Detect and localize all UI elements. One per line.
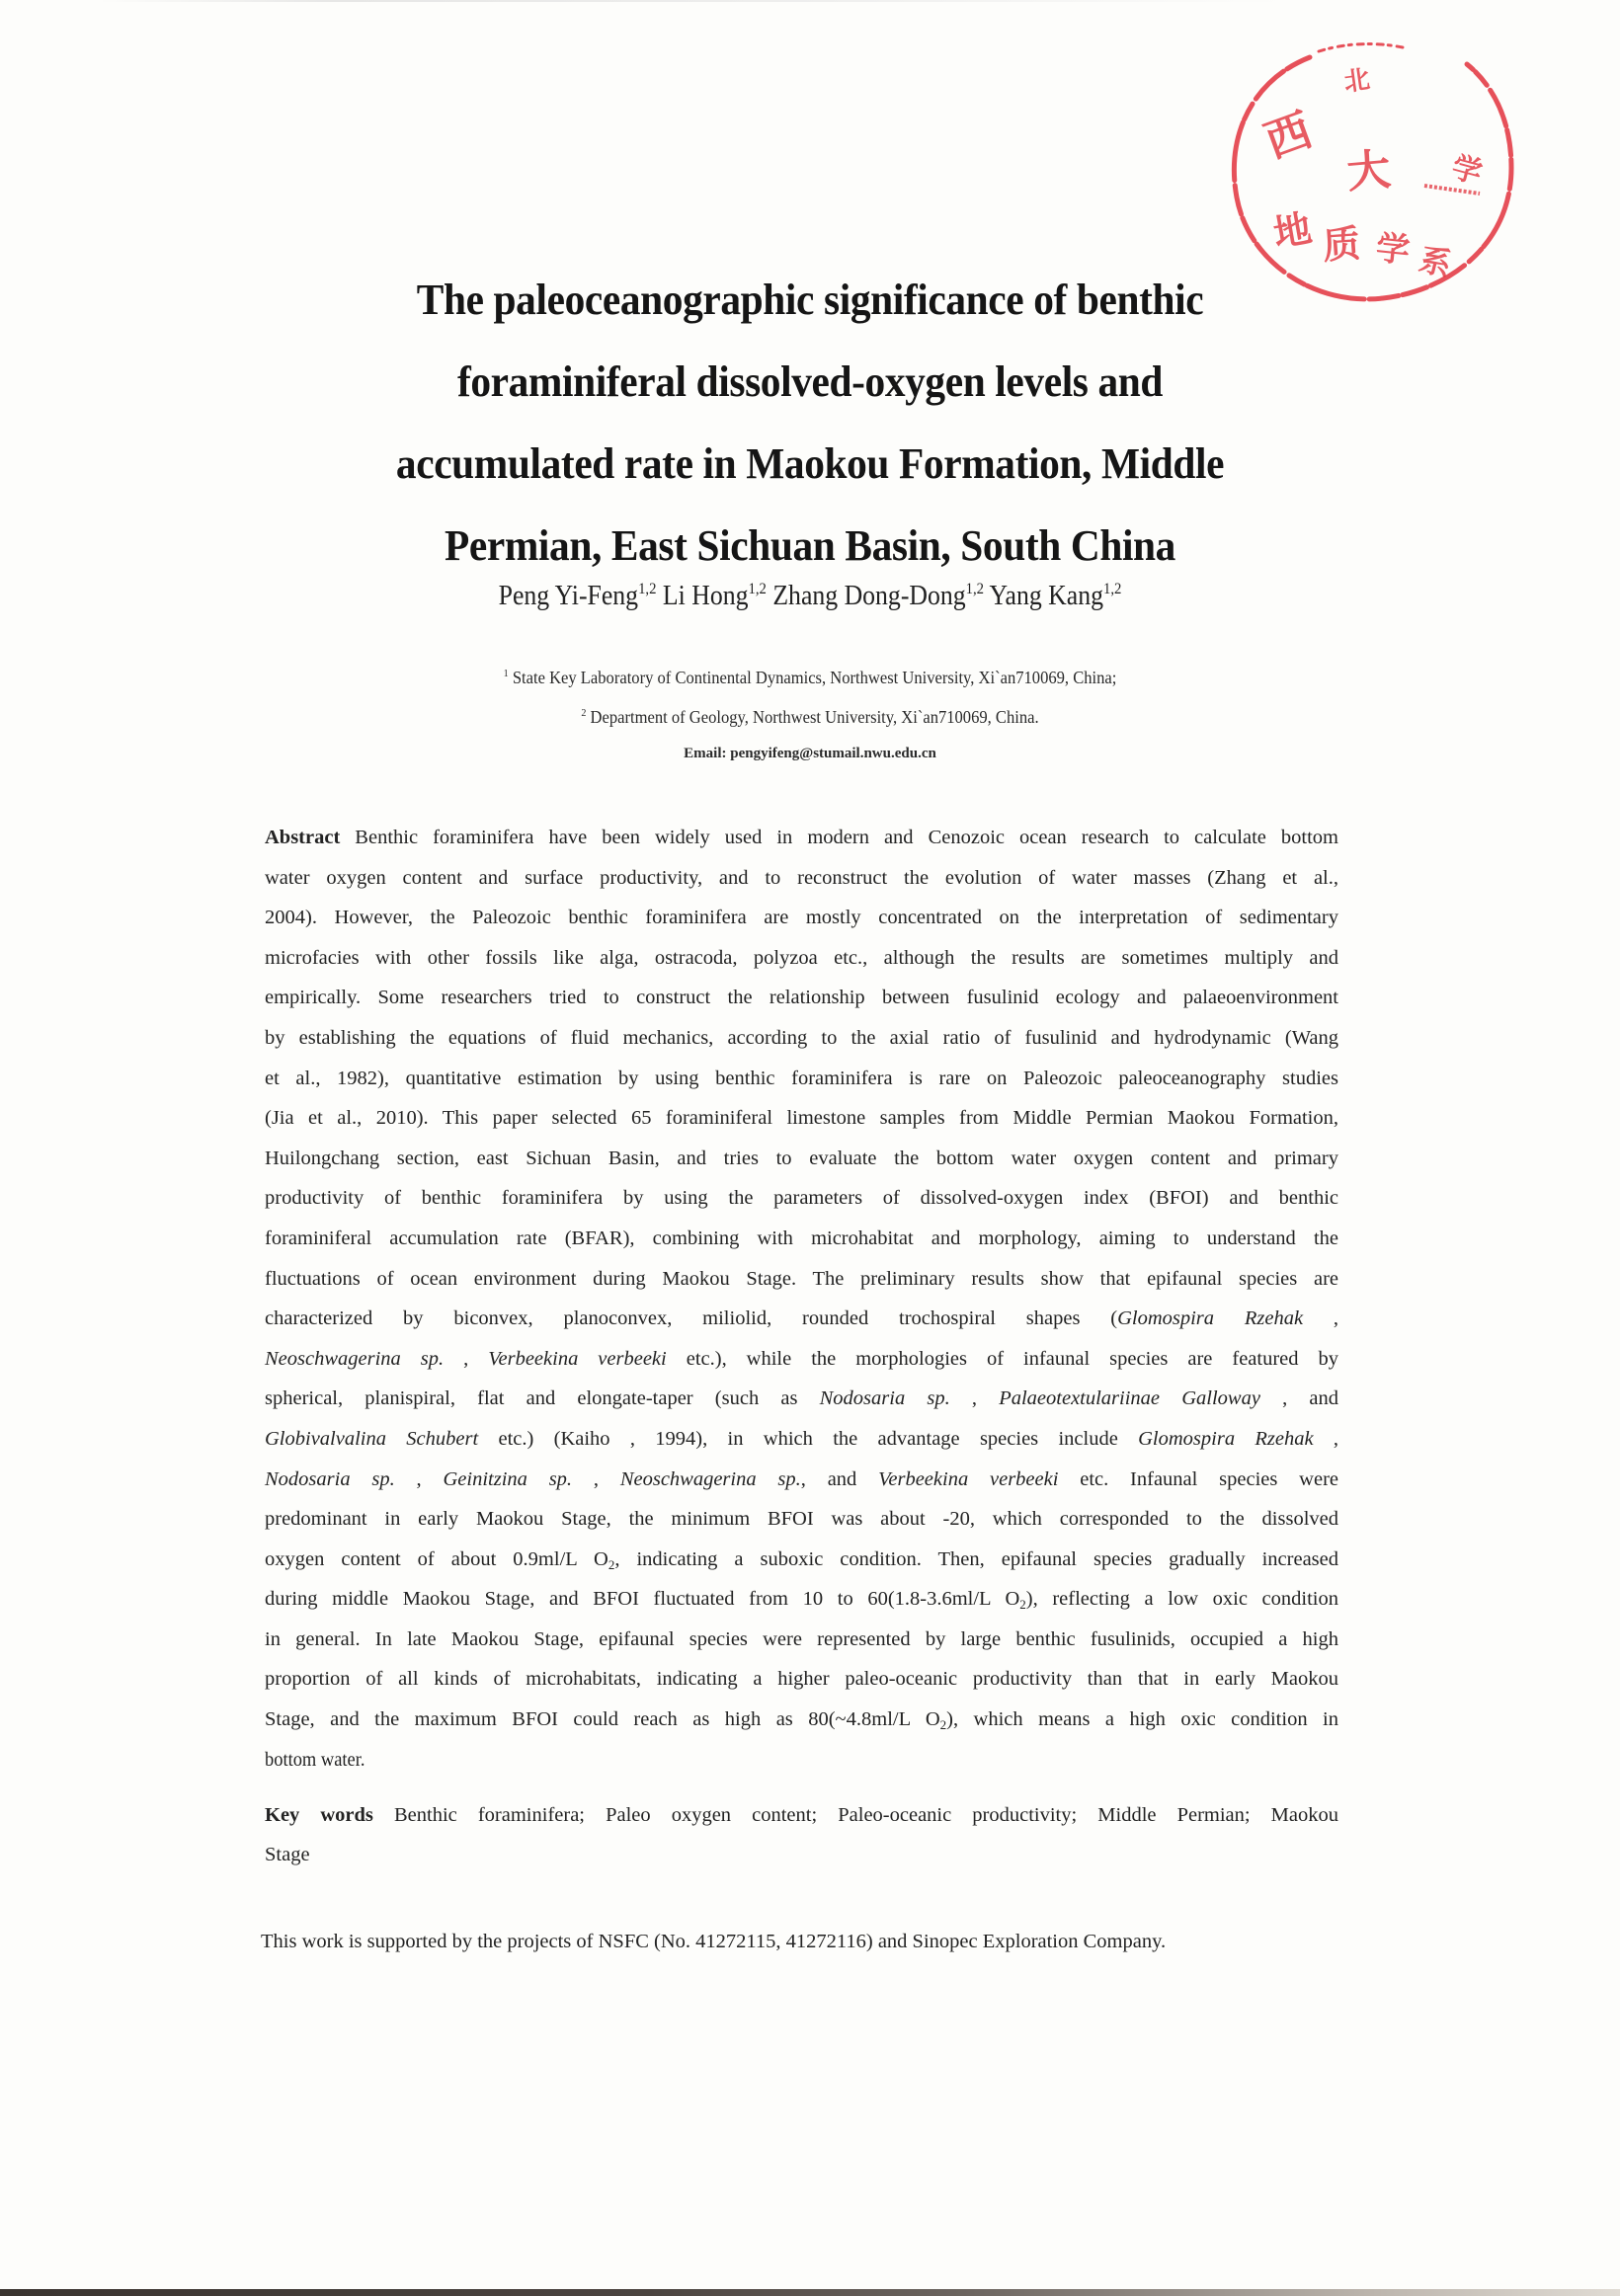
seal-char: 地 [1269, 205, 1316, 256]
species-name: Glomospira Rzehak [1138, 1427, 1314, 1450]
abstract-line: empirically. Some researchers tried to construct the relationship between fusulinid ecology and palaeoenvironment [265, 987, 1338, 1009]
abstract-text: oxygen content of about 0.9ml/L O [265, 1547, 608, 1570]
seal-char: 学 [1447, 149, 1486, 192]
abstract-text: , indicating a suboxic condition. Then, epifaunal species gradually increased [614, 1547, 1338, 1570]
abstract [265, 822, 1338, 1783]
abstract-line: (Jia et al., 2010). This paper selected 65 foraminiferal limestone samples from Middle Permian Maokou Formation, [265, 1107, 1338, 1130]
species-name: Nodosaria sp. [819, 1387, 950, 1410]
abstract-line: productivity of benthic foraminifera by using the parameters of dissolved-oxygen index (BFOI) and benthic [265, 1187, 1338, 1210]
abstract-text: , [949, 1387, 1000, 1410]
abstract-text: , [394, 1467, 444, 1490]
author-list [338, 581, 1283, 612]
subscript: 2 [1019, 1597, 1026, 1613]
affiliation-text: Department of Geology, Northwest University, Xi`an710069, China. [590, 707, 1039, 727]
subscript: 2 [939, 1717, 947, 1733]
abstract-text: , [444, 1347, 489, 1370]
abstract-line: 2004). However, the Paleozoic benthic foraminifera are mostly concentrated on the interpretation of sedimentary [265, 907, 1338, 929]
author-affil-mark: 1,2 [748, 581, 767, 597]
species-name: Neoschwagerina sp. [619, 1467, 801, 1490]
abstract-text: , and [800, 1467, 879, 1490]
abstract-text: , [572, 1467, 620, 1490]
keywords-line [265, 1799, 1338, 1839]
abstract-text: Stage, and the maximum BFOI could reach as high as 80(~4.8ml/L O [265, 1708, 940, 1731]
abstract-text: , [1303, 1307, 1339, 1330]
abstract-line: et al., 1982), quantitative estimation by using benthic foraminifera is rare on Paleozoic paleoceanography studies [265, 1067, 1338, 1089]
keywords-label: Key words [265, 1804, 373, 1826]
affiliation-mark: 2 [581, 707, 587, 719]
abstract-text: spherical, planispiral, flat and elongate-taper (such as [265, 1387, 820, 1410]
abstract-line: by establishing the equations of fluid mechanics, according to the axial ratio of fusulinid and hydrodynamic (Wang [265, 1026, 1338, 1049]
seal-char: 大 [1344, 144, 1393, 198]
abstract-text: characterized by biconvex, planoconvex, miliolid, rounded trochospiral shapes ( [265, 1307, 1118, 1330]
funding-acknowledgement: This work is supported by the projects of NSFC (No. 41272115, 41272116) and Sinopec Exploration Company. [261, 1931, 1167, 1952]
subscript: 2 [608, 1556, 615, 1572]
species-name: Palaeotextulariinae Galloway [999, 1387, 1260, 1410]
species-name: Verbeekina verbeeki [878, 1467, 1059, 1490]
abstract-line: Huilongchang section, east Sichuan Basin, and tries to evaluate the bottom water oxygen content and primary [265, 1147, 1338, 1169]
keywords [265, 1799, 1338, 1878]
abstract-line: predominant in early Maokou Stage, the minimum BFOI was about -20, which corresponded to the dissolved [265, 1508, 1338, 1531]
abstract-text: Benthic foraminifera have been widely used in modern and Cenozoic ocean research to calculate bottom [340, 827, 1338, 848]
affiliation-text: State Key Laboratory of Continental Dynamics, Northwest University, Xi`an710069, China; [512, 668, 1117, 687]
abstract-text: etc.) (Kaiho , 1994), in which the advantage species include [478, 1427, 1139, 1450]
abstract-line: water oxygen content and surface productivity, and to reconstruct the evolution of water masses (Zhang et al., [265, 866, 1338, 889]
author-name: Li Hong [662, 581, 749, 611]
title-line: The paleoceanographic significance of benthic [416, 276, 1204, 324]
seal-char: 学 [1374, 228, 1413, 272]
scan-top-edge [99, 0, 1284, 2]
keywords-line: Stage [265, 1844, 310, 1865]
abstract-text: ), reflecting a low oxic condition [1025, 1588, 1338, 1611]
abstract-text: , [1313, 1427, 1339, 1450]
abstract-line: bottom water. [265, 1748, 365, 1771]
abstract-text: etc.), while the morphologies of infaunal species are featured by [666, 1347, 1338, 1370]
abstract-line [265, 1703, 1338, 1744]
seal-char: 系 [1416, 239, 1456, 284]
abstract-text: etc. Infaunal species were [1058, 1467, 1338, 1490]
abstract-line [265, 822, 1338, 862]
author-name: Peng Yi-Feng [498, 581, 639, 611]
seal-char: 北 [1341, 64, 1372, 98]
author-name: Zhang Dong-Dong [772, 581, 966, 611]
abstract-line: proportion of all kinds of microhabitats, indicating a higher paleo-oceanic productivity than that in early Maokou [265, 1668, 1338, 1691]
keywords-text: Benthic foraminifera; Paleo oxygen content; Paleo-oceanic productivity; Middle Permian; Maokou [372, 1804, 1339, 1826]
affiliation-1 [338, 668, 1283, 688]
species-name: Nodosaria sp. [265, 1467, 395, 1490]
abstract-text: ), which means a high oxic condition in [946, 1708, 1338, 1731]
affiliation-mark: 1 [503, 668, 509, 679]
author-name: Yang Kang [989, 581, 1103, 611]
paper-title [308, 259, 1311, 587]
species-name: Geinitzina sp. [443, 1467, 573, 1490]
seal-char: 西 [1257, 102, 1319, 169]
abstract-line: in general. In late Maokou Stage, epifaunal species were represented by large benthic fusulinids, occupied a high [265, 1627, 1338, 1650]
contact-email: Email: pengyifeng@stumail.nwu.edu.cn [684, 746, 936, 761]
species-name: Globivalvalina Schubert [265, 1427, 479, 1450]
abstract-line [265, 1303, 1338, 1343]
seal-char: 质 [1321, 221, 1362, 268]
abstract-line: microfacies with other fossils like alga, ostracoda, polyzoa etc., although the results are sometimes multiply and [265, 946, 1338, 969]
species-name: Neoschwagerina sp. [265, 1347, 445, 1370]
abstract-line: foraminiferal accumulation rate (BFAR), combining with microhabitat and morphology, aiming to understand the [265, 1227, 1338, 1249]
title-line: Permian, East Sichuan Basin, South China [445, 521, 1175, 570]
abstract-line [265, 1343, 1338, 1384]
abstract-line [265, 1464, 1338, 1504]
abstract-line [265, 1544, 1338, 1584]
author-affil-mark: 1,2 [965, 581, 985, 597]
species-name: Glomospira Rzehak [1117, 1307, 1304, 1330]
title-line: accumulated rate in Maokou Formation, Middle [395, 439, 1225, 488]
title-line: foraminiferal dissolved-oxygen levels and [456, 357, 1164, 406]
affiliation-2 [338, 707, 1283, 728]
author-affil-mark: 1,2 [638, 581, 657, 597]
abstract-line: fluctuations of ocean environment during Maokou Stage. The preliminary results show that epifaunal species are [265, 1267, 1338, 1290]
scan-bottom-edge [0, 2289, 1620, 2296]
abstract-label: Abstract [265, 827, 341, 848]
species-name: Verbeekina verbeeki [488, 1347, 667, 1370]
abstract-text: , and [1259, 1387, 1338, 1410]
abstract-line [265, 1423, 1338, 1464]
author-affil-mark: 1,2 [1102, 581, 1122, 597]
abstract-line [265, 1383, 1338, 1423]
abstract-text: during middle Maokou Stage, and BFOI fluctuated from 10 to 60(1.8-3.6ml/L O [265, 1588, 1020, 1611]
abstract-line [265, 1583, 1338, 1623]
